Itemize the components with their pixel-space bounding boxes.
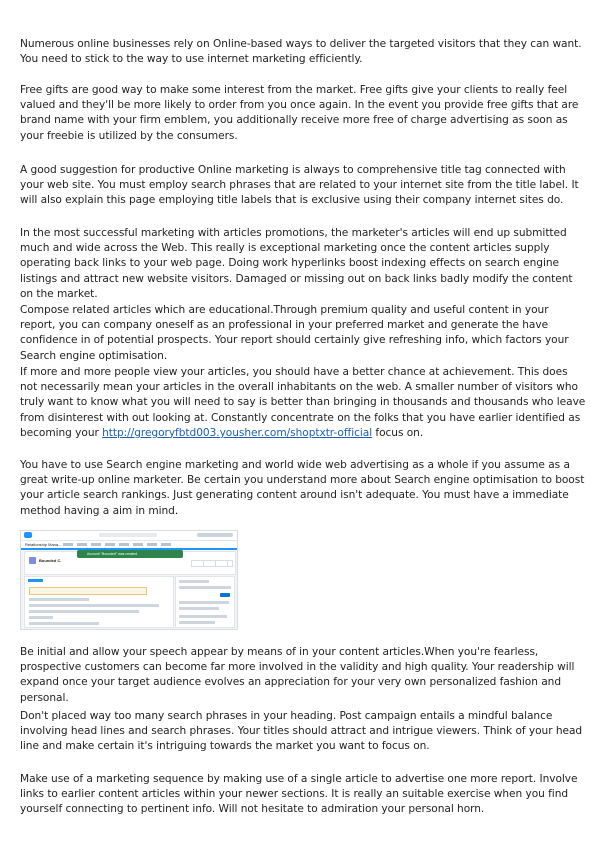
- screenshot-top-bar: [21, 531, 237, 541]
- paragraph-search-marketing: You have to use Search engine marketing and world wide web advertising as a whole if you assume as a great write-up online marketer. Be certain you understand more about Search engine optimisation to boost your article search rankings. Just generating content around isn't adequate. You must have a immediate method having a aim in mind.: [20, 459, 585, 517]
- screenshot-row: [29, 616, 53, 619]
- screenshot-header-buttons: [191, 560, 233, 567]
- paragraph-audience: [20, 365, 586, 441]
- screenshot-row: [179, 580, 209, 583]
- screenshot-app-name: Relationship Mana...: [25, 542, 62, 547]
- paragraph-title-tag: A good suggestion for productive Online marketing is always to comprehensive title tag connected with your web site. You must employ search phrases that are related to your internet site from the title label. It will also explain this page employing title labels that is exclusive using their company internet sites do.: [20, 164, 579, 207]
- paragraph-free-gifts: Free gifts are good way to make some interest from the market. Free gifts give your clients to really feel valued and they'll be more likely to order from you once again. In the event you provide free gifts that are brand name with your firm emblem, you additionally receive more free of charge advertising as soon as your freebie is utilized by the consumers.: [20, 84, 579, 142]
- screenshot-activity-panel: [175, 576, 235, 628]
- paragraph-audience-text: If more and more people view your articles, you should have a better chance at achievement. This does not necessarily mean your articles in the overall inhabitants on the web. A smaller number of visitors who truly want to know what you will need to say is better than bringing in thousands and thousands who leave from disinterest with out looking at. Constantly concentrate on the folks that you have earlier identified as becoming your: [20, 366, 586, 439]
- official-site-link[interactable]: http://gregoryfbtd003.yousher.com/shoptxtr-official: [102, 426, 373, 439]
- screenshot-row: [179, 621, 215, 624]
- screenshot-row: [29, 604, 159, 607]
- paragraph-be-original: Be initial and allow your speech appear by means of in your content articles.When you're fearless, prospective customers can become far more involved in the validity and high quality. Your readership will expand once your target audience evolves an appreciation for your very own personalized fashion and personal.: [20, 646, 575, 704]
- screenshot-row: [179, 586, 231, 589]
- screenshot-nav-items: [63, 543, 173, 546]
- screenshot-nav-bar: [21, 541, 237, 550]
- paragraph-headline-keywords: Don't placed way too many search phrases in your heading. Post campaign entails a mindful balance involving head lines and search phrases. Your titles should attract and intrigue viewers. Think of your head line and make certain it's intriguing towards the market you want to focus on.: [20, 710, 583, 753]
- screenshot-toolbar-icons: [197, 533, 233, 537]
- screenshot-row: [179, 615, 227, 618]
- paragraph-audience-end: focus on.: [372, 426, 424, 439]
- screenshot-save-button: [220, 593, 230, 597]
- screenshot-tabs: [28, 579, 68, 582]
- paragraph-marketing-sequence: Make use of a marketing sequence by making use of a single article to advertise one more report. Involve links to earlier content articles within your newer sections. It is really an suitable exercise when you find yourself connecting to pertinent info. Will not hesitate to admiration your personal horn.: [20, 773, 578, 816]
- cloud-logo-icon: [24, 532, 32, 538]
- paragraph-educational-articles: Compose related articles which are educational.Through premium quality and useful content in your report, you can company oneself as an professional in your preferred market and generate the have confidence in of potential prospects. Your report should certainly give refreshing info, which factors your Search engine optimisation.: [20, 304, 569, 362]
- embedded-crm-screenshot: [20, 530, 238, 630]
- screenshot-row: [29, 622, 99, 625]
- screenshot-success-toast: [77, 550, 183, 558]
- paragraph-back-links: In the most successful marketing with articles promotions, the marketer's articles will end up submitted much and wide across the Web. This really is exceptional marketing once the content articles supply operating back links to your web page. Doing work hyperlinks boost indexing effects on search engine listings and attract new website visitors. Damaged or missing out on back links badly modify the content on the market.: [20, 227, 573, 300]
- screenshot-row: [179, 601, 229, 604]
- screenshot-search-bar: [99, 533, 157, 537]
- screenshot-row: [29, 610, 139, 613]
- screenshot-row: [29, 598, 89, 601]
- screenshot-toast-text: Account "Bounded" was created.: [87, 552, 138, 556]
- screenshot-record-title: Bounded C.: [39, 558, 62, 563]
- screenshot-row: [179, 607, 219, 610]
- account-icon: [29, 557, 36, 564]
- screenshot-details-panel: [24, 576, 174, 628]
- paragraph-intro: Numerous online businesses rely on Online-based ways to deliver the targeted visitors that they can want. You need to stick to the way to use internet marketing efficiently.: [20, 38, 582, 66]
- screenshot-notice-box: [29, 587, 147, 595]
